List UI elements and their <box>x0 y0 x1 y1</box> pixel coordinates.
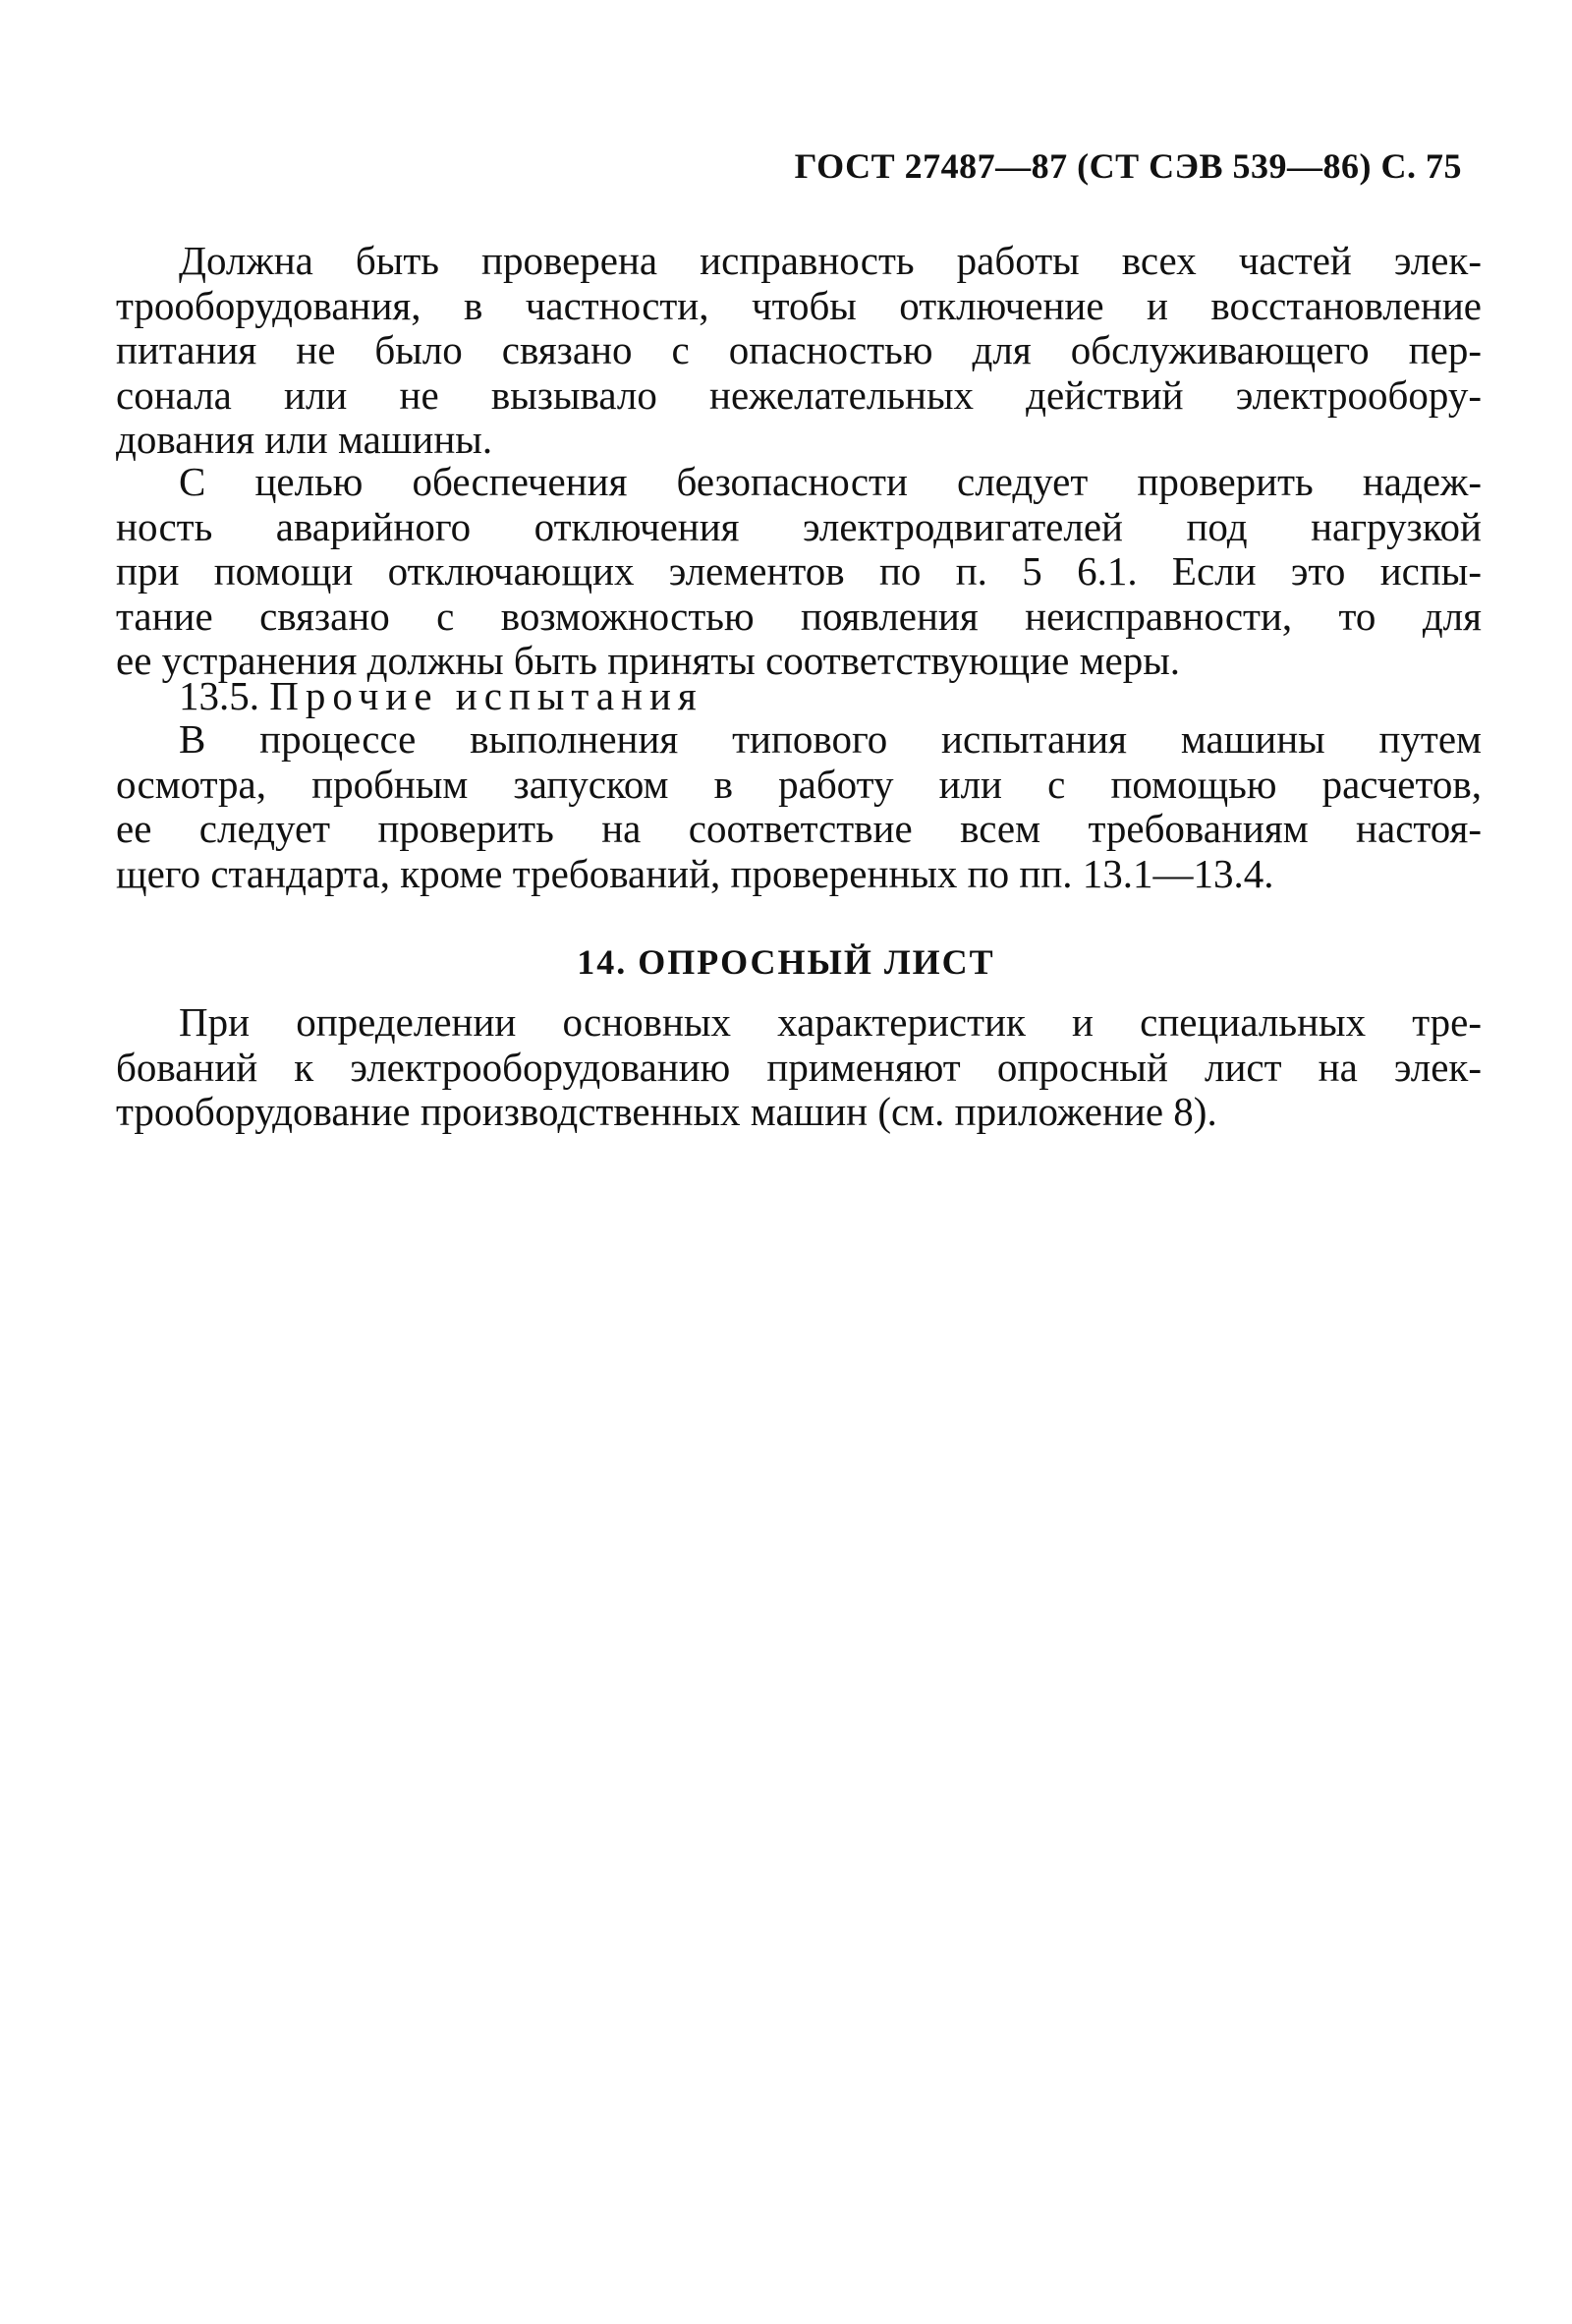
paragraph-other-tests <box>116 717 1482 896</box>
paragraph-line: питания не было связано с опасностью для обслуживающего пер- <box>116 327 1482 372</box>
paragraph-electrical-check <box>116 239 1482 463</box>
paragraph-line: ее устранения должны быть приняты соответствующие меры. <box>116 638 1181 683</box>
paragraph-line: сонала или не вызывало нежелательных действий электрообору- <box>116 371 1482 418</box>
paragraph-line: осмотра, пробным запуском в работу или с помощью расчетов, <box>116 761 1482 807</box>
paragraph-line: при помощи отключающих элементов по п. 5 6.1. Если это испы- <box>116 548 1482 594</box>
paragraph-line: бований к электрооборудованию применяют опросный лист на элек- <box>116 1044 1482 1090</box>
subsection-heading <box>116 674 1482 719</box>
paragraph-line: щего стандарта, кроме требований, проверенных по пп. 13.1—13.4. <box>116 850 1274 896</box>
paragraph-emergency-shutdown <box>116 460 1482 684</box>
paragraph-questionnaire <box>116 1000 1482 1135</box>
paragraph-line: ность аварийного отключения электродвигателей под нагрузкой <box>116 503 1482 549</box>
paragraph-line: Должна быть проверена исправность работы всех частей элек- <box>179 238 1482 283</box>
subsection-title: Прочие испытания <box>269 673 703 718</box>
paragraph-line: В процессе выполнения типового испытания машины путем <box>179 716 1482 762</box>
paragraph-line: трооборудование производственных машин (см. приложение 8). <box>116 1089 1217 1134</box>
running-header: ГОСТ 27487—87 (СТ СЭВ 539—86) С. 75 <box>794 146 1462 186</box>
paragraph-line: трооборудования, в частности, чтобы отключение и восстановление <box>116 282 1482 328</box>
section-heading: 14. ОПРОСНЫЙ ЛИСТ <box>577 942 995 982</box>
subsection-number: 13.5. <box>179 673 259 718</box>
paragraph-line: С целью обеспечения безопасности следует проверить надеж- <box>179 459 1482 504</box>
paragraph-line: При определении основных характеристик и специальных тре- <box>179 999 1482 1045</box>
paragraph-line: ее следует проверить на соответствие всем требованиям настоя- <box>116 806 1482 851</box>
paragraph-line: тание связано с возможностью появления неисправности, то для <box>116 593 1482 639</box>
paragraph-line: дования или машины. <box>116 417 493 462</box>
